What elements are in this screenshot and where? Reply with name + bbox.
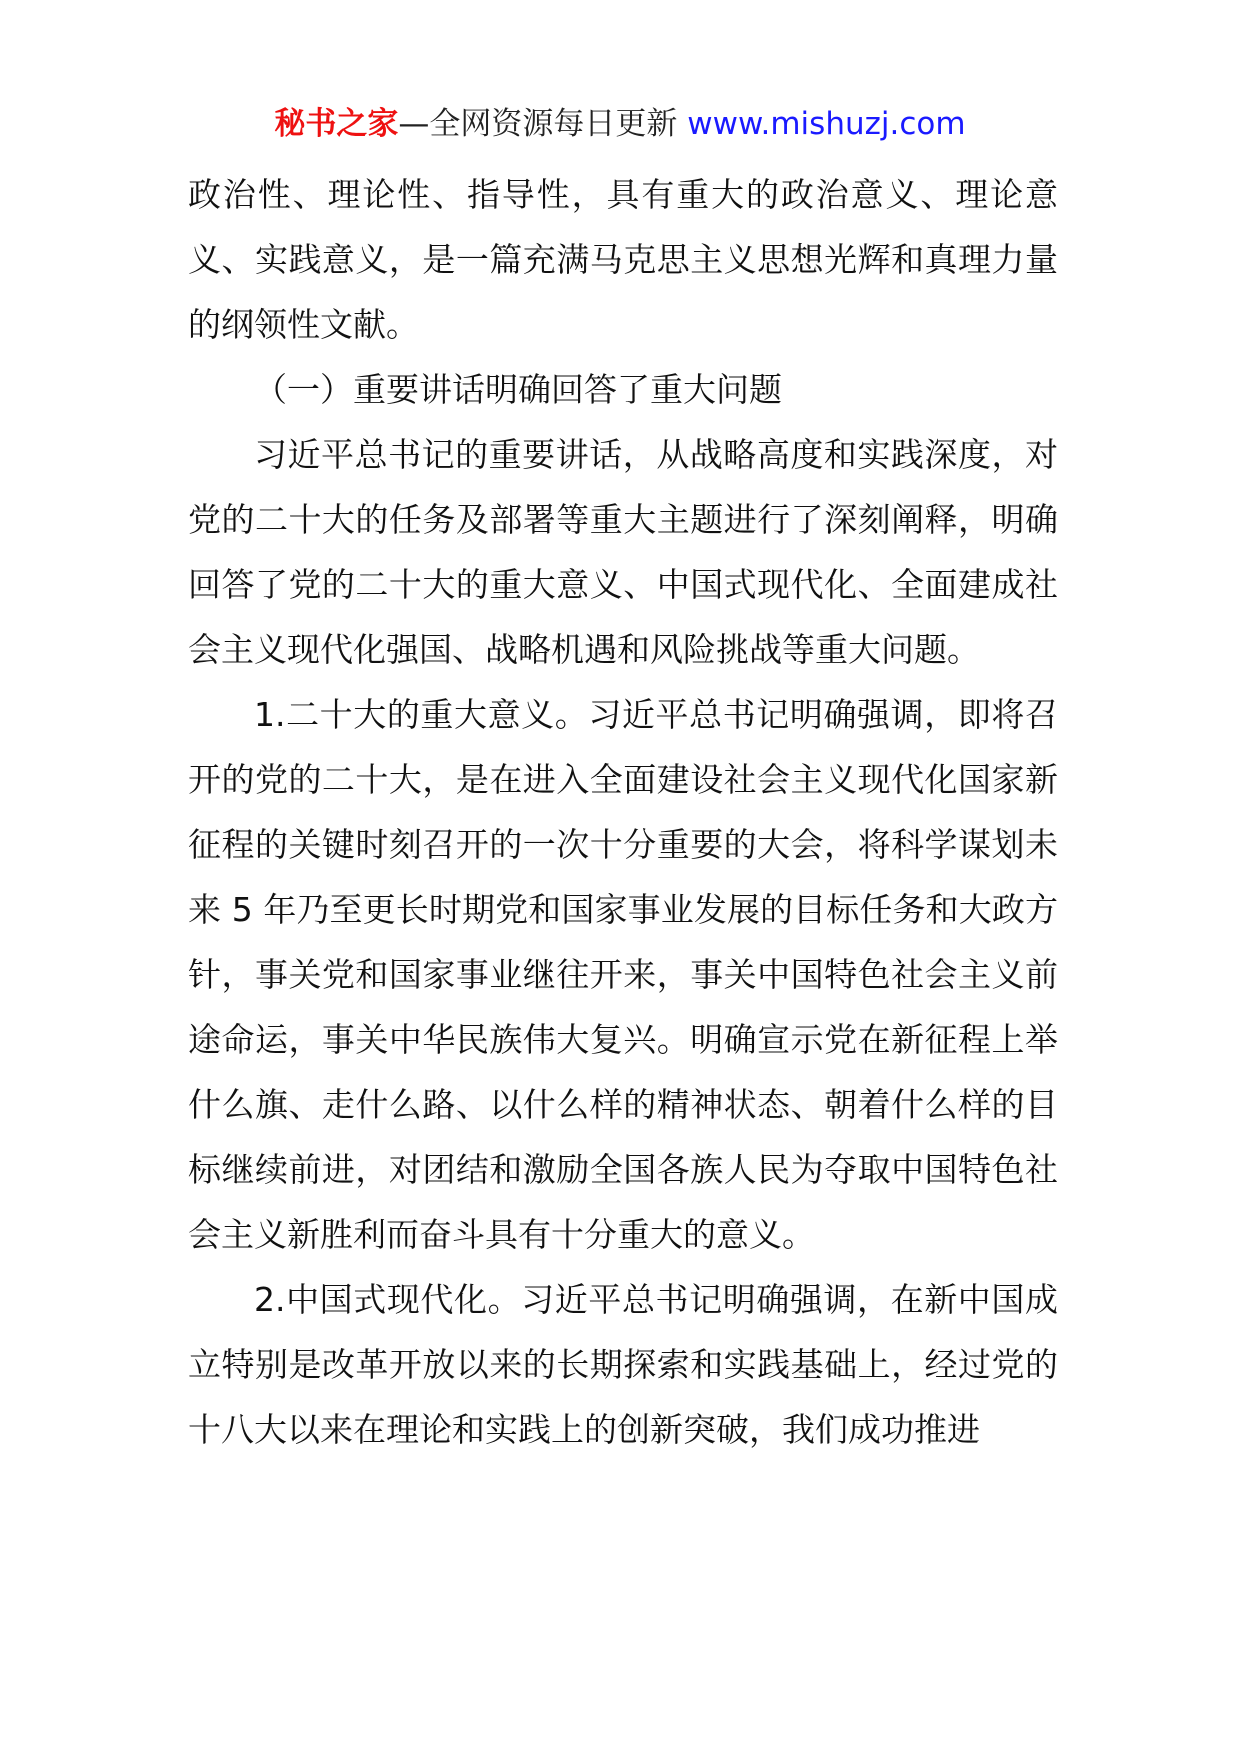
paragraph-point-2: 2.中国式现代化。习近平总书记明确强调，在新中国成立特别是改革开放以来的长期探索和实践基础上，经过党的十八大以来在理论和实践上的创新突破，我们成功推进 bbox=[188, 1280, 1058, 1449]
document-body bbox=[188, 162, 1058, 1462]
paragraph-continuation: 政治性、理论性、指导性，具有重大的政治意义、理论意义、实践意义，是一篇充满马克思主义思想光辉和真理力量的纲领性文献。 bbox=[188, 175, 1058, 344]
paragraph-intro: 习近平总书记的重要讲话，从战略高度和实践深度，对党的二十大的任务及部署等重大主题进行了深刻阐释，明确回答了党的二十大的重大意义、中国式现代化、全面建成社会主义现代化强国、战略机遇和风险挑战等重大问题。 bbox=[188, 435, 1058, 669]
section-heading: （一）重要讲话明确回答了重大问题 bbox=[254, 370, 782, 409]
site-brand: 秘书之家 bbox=[274, 106, 399, 142]
site-header bbox=[0, 100, 1240, 148]
site-slogan: —全网资源每日更新 bbox=[398, 106, 688, 142]
paragraph-point-1: 1.二十大的重大意义。习近平总书记明确强调，即将召开的党的二十大，是在进入全面建设社会主义现代化国家新征程的关键时刻召开的一次十分重要的大会，将科学谋划未来 5 年乃至更长时期党和国家事业发展的目标任务和大政方针，事关党和国家事业继往开来，事关中国特色社会主义前途命运，事关中华民族伟大复兴。明确宣示党在新征程上举什么旗、走什么路、以什么样的精神状态、朝着什么样的目标继续前进，对团结和激励全国各族人民为夺取中国特色社会主义新胜利而奋斗具有十分重大的意义。 bbox=[188, 695, 1058, 1254]
site-url-link[interactable]: www.mishuzj.com bbox=[687, 106, 966, 142]
